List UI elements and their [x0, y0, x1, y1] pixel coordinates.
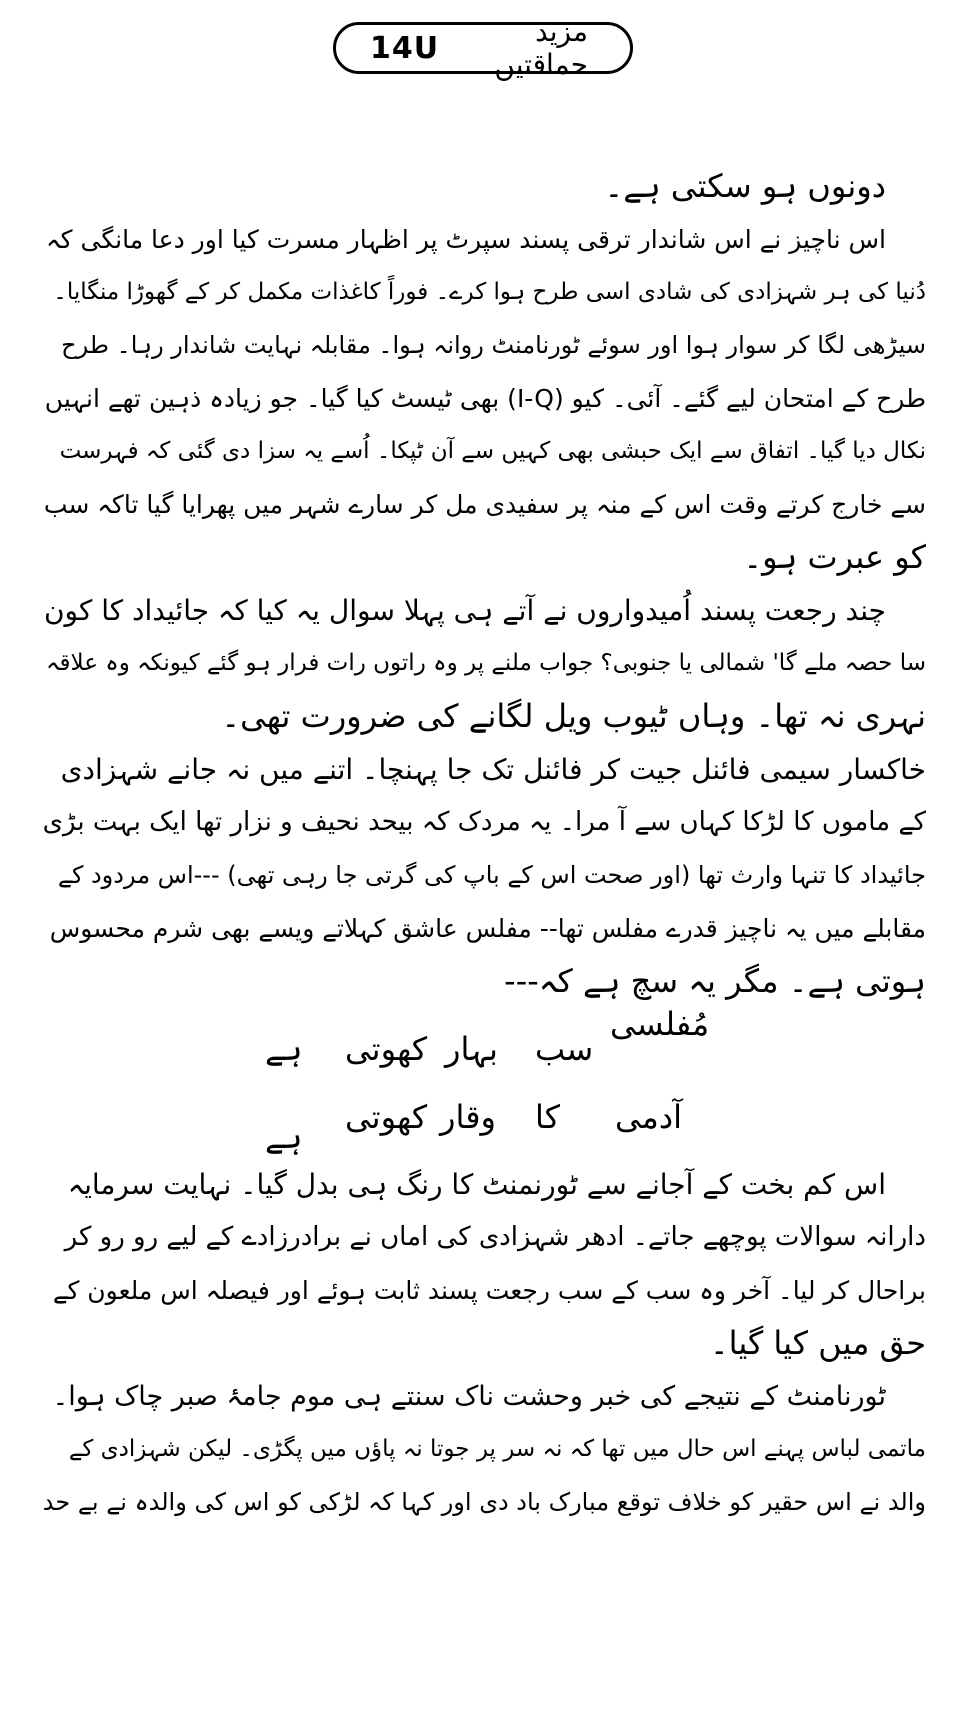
couplet-word: کھوتی	[345, 1030, 428, 1068]
text-line: دونوں ہو سکتی ہے۔	[604, 167, 886, 205]
couplet-word: بہار	[445, 1030, 498, 1068]
text-line: چند رجعت پسند اُمیدواروں نے آتے ہی پہلا سوال یہ کیا کہ جائیداد کا کون	[43, 594, 886, 627]
couplet-word: کا	[535, 1098, 560, 1136]
text-line: دُنیا کی ہر شہزادی کی شادی اسی طرح ہوا کرے۔ فوراً کاغذات مکمل کر کے گھوڑا منگایا۔	[53, 279, 926, 305]
text-line: ماتمی لباس پہنے اس حال میں تھا کہ نہ سر پر جوتا نہ پاؤں میں پگڑی۔ لیکن شہزادی کے	[68, 1436, 926, 1462]
page-number: 14U	[370, 30, 440, 66]
text-line: نکال دیا گیا۔ اتفاق سے ایک حبشی بھی کہیں سے آن ٹپکا۔ اُسے یہ سزا دی گئی کہ فہرست	[59, 438, 926, 464]
text-line: مقابلے میں یہ ناچیز قدرے مفلس تھا-- مفلس عاشق کہلاتے ویسے بھی شرم محسوس	[49, 914, 926, 943]
text-line: کے ماموں کا لڑکا کہاں سے آ مرا۔ یہ مردک کہ بیحد نحیف و نزار تھا ایک بہت بڑی	[42, 807, 926, 837]
text-line: جائیداد کا تنہا وارث تھا (اور صحت اس کے باپ کی گرتی جا رہی تھی) ---اس مردود کے	[57, 861, 926, 889]
text-line: طرح کے امتحان لیے گئے۔ آئی۔ کیو (I-Q) بھی ٹیسٹ کیا گیا۔ جو زیادہ ذہین تھے انہیں	[44, 384, 926, 413]
text-line: ٹورنامنٹ کے نتیجے کی خبر وحشت ناک سنتے ہی موم جامۂ صبر چاک ہوا۔	[52, 1381, 886, 1412]
text-line: خاکسار سیمی فائنل جیت کر فائنل تک جا پہنچا۔ اتنے میں نہ جانے شہزادی	[60, 753, 926, 786]
running-title: مزید حماقتیں	[494, 15, 588, 81]
couplet-word: سب	[535, 1030, 594, 1068]
text-line: سا حصہ ملے گا' شمالی یا جنوبی؟ جواب ملنے پر وہ راتوں رات فرار ہو گئے کیونکہ وہ علاقہ	[46, 650, 926, 676]
couplet-word: آدمی	[615, 1098, 682, 1136]
couplet-word: وقار	[440, 1098, 496, 1136]
text-line: براحال کر لیا۔ آخر وہ سب کے سب رجعت پسند ثابت ہوئے اور فیصلہ اس ملعون کے	[52, 1276, 926, 1305]
text-line: سیڑھی لگا کر سوار ہوا اور سوئے ٹورنامنٹ روانہ ہوا۔ مقابلہ نہایت شاندار رہا۔ طرح	[61, 331, 926, 359]
text-line: دارانہ سوالات پوچھے جاتے۔ ادھر شہزادی کی اماں نے برادرزادے کے لیے رو رو کر	[64, 1222, 926, 1252]
text-line: والد نے اس حقیر کو خلاف توقع مبارک باد دی اور کہا کہ لڑکی کو اس کی والدہ نے بے حد	[42, 1488, 926, 1516]
couplet-word: مُفلسی	[610, 1005, 710, 1043]
text-line: کو عبرت ہو۔	[743, 538, 926, 576]
body-text-bottom	[44, 1158, 926, 1529]
text-line: نہری نہ تھا۔ وہاں ٹیوب ویل لگانے کی ضرورت تھی۔	[221, 697, 926, 735]
couplet-word: ہے	[265, 1030, 303, 1068]
text-line: ہوتی ہے۔ مگر یہ سچ ہے کہ---	[504, 962, 926, 1000]
text-line: سے خارج کرتے وقت اس کے منہ پر سفیدی مل کر سارے شہر میں پھرایا گیا تاکہ سب	[43, 490, 926, 519]
text-line: اس کم بخت کے آجانے سے ٹورنمنٹ کا رنگ ہی بدل گیا۔ نہایت سرمایہ	[67, 1168, 886, 1201]
text-line: حق میں کیا گیا۔	[709, 1324, 926, 1362]
couplet-word: ہے	[265, 1118, 303, 1156]
text-line: اس ناچیز نے اس شاندار ترقی پسند سپرٹ پر اظہار مسرت کیا اور دعا مانگی کہ	[46, 225, 886, 254]
couplet-word: کھوتی	[345, 1098, 428, 1136]
